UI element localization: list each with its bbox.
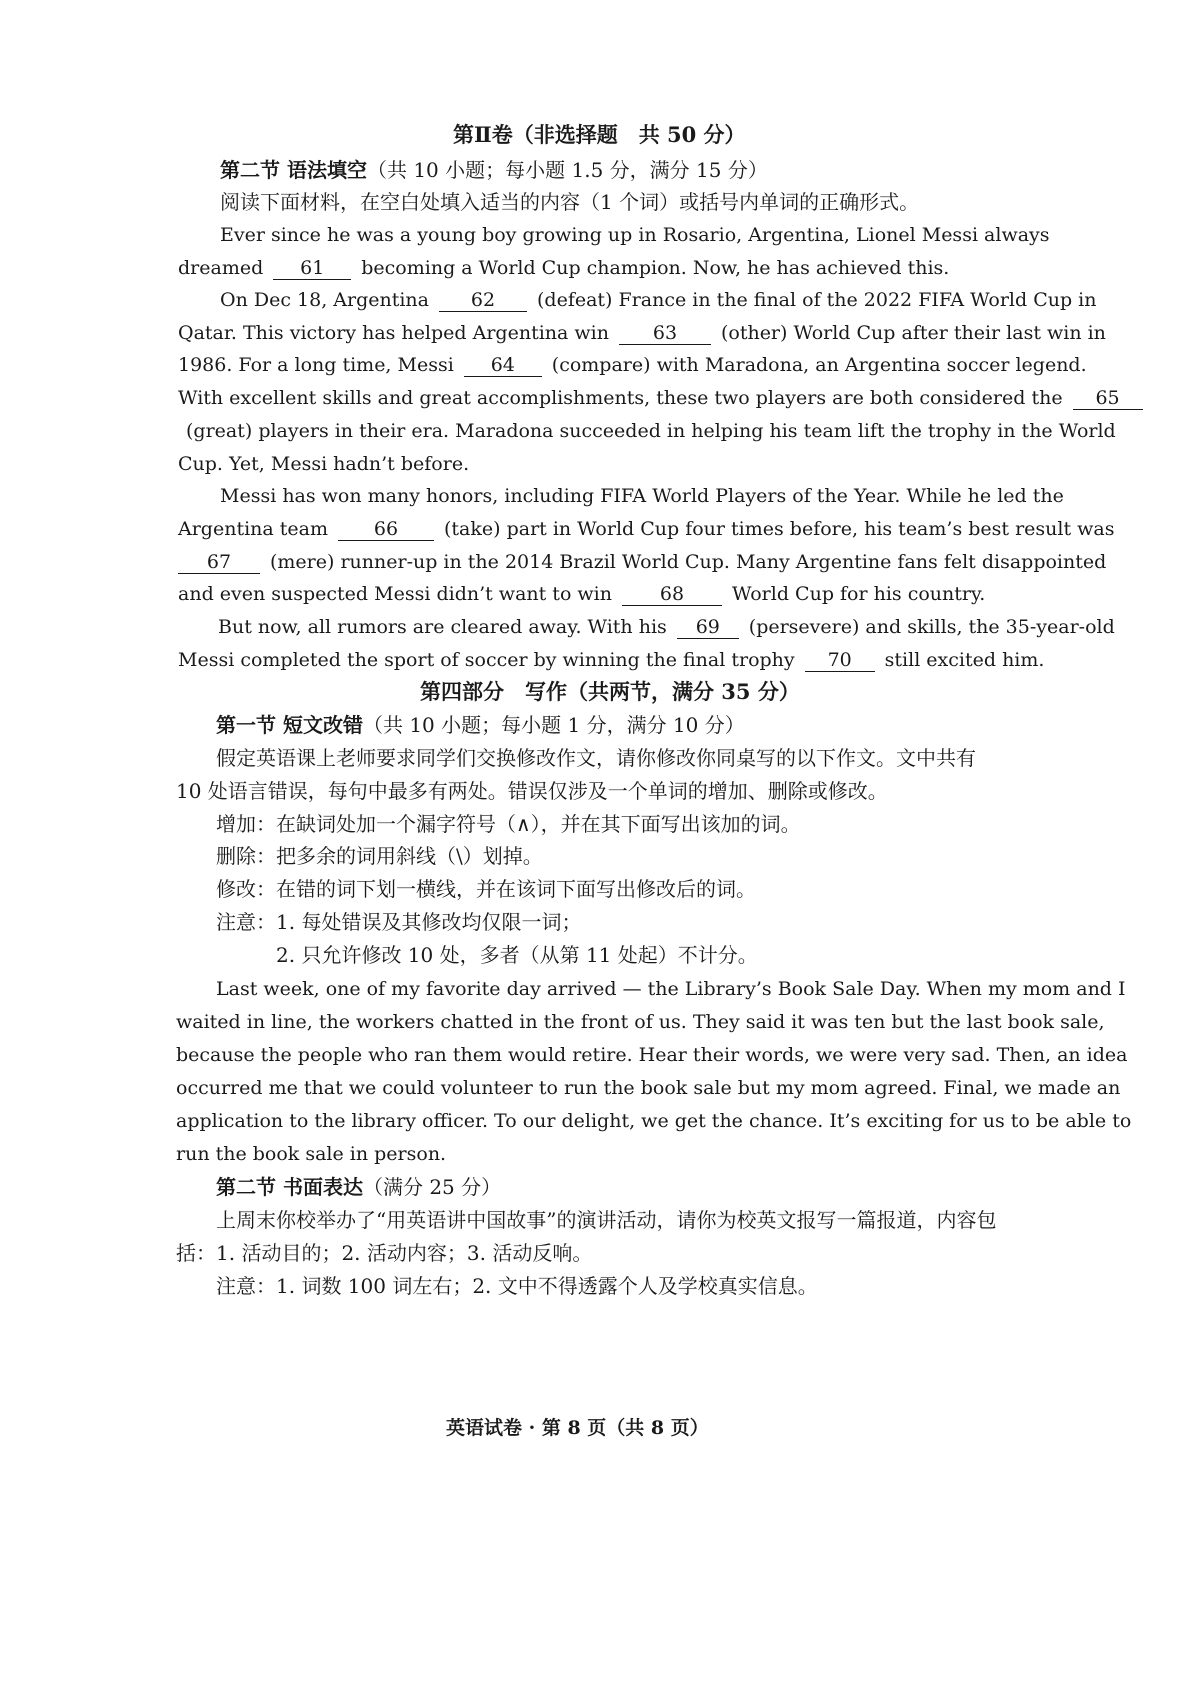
text-segment: 1986. For a long time, Messi bbox=[178, 354, 454, 376]
section-header: 第Ⅱ卷（非选择题 共 50 分） bbox=[453, 122, 746, 147]
grammar-p3-line3 bbox=[168, 549, 1106, 575]
error-correction-note-1: 注意：1. 每处错误及其修改均仅限一词； bbox=[216, 910, 582, 934]
error-correction-delete-rule: 删除：把多余的词用斜线（\）划掉。 bbox=[216, 844, 543, 868]
grammar-p2-line2 bbox=[178, 320, 1106, 346]
blank-70: 70 bbox=[805, 649, 875, 672]
grammar-p1-line2 bbox=[178, 255, 949, 281]
grammar-title-line bbox=[220, 157, 768, 183]
blank-65: 65 bbox=[1073, 387, 1143, 410]
blank-63: 63 bbox=[619, 322, 711, 345]
blank-69: 69 bbox=[677, 616, 739, 639]
text-segment: (defeat) France in the final of the 2022 FIFA World Cup in bbox=[537, 289, 1097, 311]
text-segment: (other) World Cup after their last win in bbox=[720, 322, 1106, 344]
error-correction-intro-1: 假定英语课上老师要求同学们交换修改作文，请你修改你同桌写的以下作文。文中共有 bbox=[216, 746, 976, 770]
grammar-p2-line1 bbox=[220, 287, 1097, 313]
grammar-p4-line1 bbox=[218, 614, 1115, 640]
text-segment: World Cup for his country. bbox=[732, 583, 986, 605]
grammar-p3-line4 bbox=[178, 581, 985, 607]
text-segment: (persevere) and skills, the 35-year-old bbox=[748, 616, 1115, 638]
writing-prompt-2: 括：1. 活动目的；2. 活动内容；3. 活动反响。 bbox=[176, 1241, 593, 1265]
writing-title-line bbox=[216, 1174, 501, 1200]
text-segment: (take) part in World Cup four times before, his team’s best result was bbox=[444, 518, 1115, 540]
blank-66: 66 bbox=[338, 518, 434, 541]
text-segment: Messi completed the sport of soccer by winning the final trophy bbox=[178, 649, 795, 671]
error-correction-note-2: 2. 只允许修改 10 处，多者（从第 11 处起）不计分。 bbox=[276, 943, 758, 967]
essay-line-5: application to the library officer. To our delight, we get the chance. It’s exciting for us to be able to bbox=[176, 1110, 1132, 1132]
text-segment: Argentina team bbox=[178, 518, 328, 540]
grammar-title: 第二节 语法填空 bbox=[220, 158, 367, 182]
text-segment: dreamed bbox=[178, 257, 264, 279]
blank-64: 64 bbox=[464, 354, 542, 377]
essay-line-4: occurred me that we could volunteer to run the book sale but my mom agreed. Final, we made an bbox=[176, 1077, 1121, 1099]
writing-title: 第二节 书面表达 bbox=[216, 1175, 363, 1199]
grammar-p2-line3 bbox=[178, 352, 1087, 378]
grammar-p3-line1: Messi has won many honors, including FIFA World Players of the Year. While he led the bbox=[220, 485, 1064, 507]
writing-note: 注意：1. 词数 100 词左右；2. 文中不得透露个人及学校真实信息。 bbox=[216, 1274, 818, 1298]
essay-line-1: Last week, one of my favorite day arrived — the Library’s Book Sale Day. When my mom and I bbox=[216, 978, 1126, 1000]
text-segment: (mere) runner-up in the 2014 Brazil World Cup. Many Argentine fans felt disappointed bbox=[270, 551, 1107, 573]
text-segment: (compare) with Maradona, an Argentina soccer legend. bbox=[551, 354, 1087, 376]
essay-line-2: waited in line, the workers chatted in the front of us. They said it was ten but the last book sale, bbox=[176, 1011, 1105, 1033]
text-segment: and even suspected Messi didn’t want to win bbox=[178, 583, 612, 605]
grammar-p3-line2 bbox=[178, 516, 1114, 542]
error-correction-title-line bbox=[216, 712, 745, 738]
page-footer: 英语试卷 · 第 8 页（共 8 页） bbox=[446, 1417, 709, 1439]
grammar-title-note: （共 10 小题；每小题 1.5 分，满分 15 分） bbox=[366, 158, 768, 182]
essay-line-3: because the people who ran them would retire. Hear their words, we were very sad. Then, an idea bbox=[176, 1044, 1128, 1066]
grammar-p2-line6: Cup. Yet, Messi hadn’t before. bbox=[178, 453, 470, 475]
grammar-p1-line1: Ever since he was a young boy growing up in Rosario, Argentina, Lionel Messi always bbox=[220, 224, 1050, 246]
text-segment: With excellent skills and great accomplishments, these two players are both considered the bbox=[178, 387, 1063, 409]
blank-68: 68 bbox=[622, 583, 722, 606]
blank-61: 61 bbox=[273, 257, 351, 280]
error-correction-intro-2: 10 处语言错误，每句中最多有两处。错误仅涉及一个单词的增加、删除或修改。 bbox=[176, 779, 888, 803]
error-correction-title-note: （共 10 小题；每小题 1 分，满分 10 分） bbox=[362, 713, 745, 737]
grammar-p4-line2 bbox=[178, 647, 1044, 673]
error-correction-modify-rule: 修改：在错的词下划一横线，并在该词下面写出修改后的词。 bbox=[216, 877, 756, 901]
text-segment: On Dec 18, Argentina bbox=[220, 289, 429, 311]
text-segment: But now, all rumors are cleared away. With his bbox=[218, 616, 667, 638]
grammar-instruction: 阅读下面材料，在空白处填入适当的内容（1 个词）或括号内单词的正确形式。 bbox=[220, 190, 920, 214]
grammar-p2-line5: (great) players in their era. Maradona succeeded in helping his team lift the trophy in the World bbox=[186, 420, 1116, 442]
text-segment: still excited him. bbox=[884, 649, 1045, 671]
blank-62: 62 bbox=[439, 289, 527, 312]
error-correction-add-rule: 增加：在缺词处加一个漏字符号（∧），并在其下面写出该加的词。 bbox=[216, 812, 801, 836]
grammar-p2-line4 bbox=[178, 385, 1153, 411]
error-correction-title: 第一节 短文改错 bbox=[216, 713, 363, 737]
blank-67: 67 bbox=[178, 551, 260, 574]
part4-header: 第四部分 写作（共两节，满分 35 分） bbox=[420, 679, 800, 704]
writing-prompt-1: 上周末你校举办了“用英语讲中国故事”的演讲活动，请你为校英文报写一篇报道，内容包 bbox=[216, 1208, 997, 1232]
text-segment: becoming a World Cup champion. Now, he has achieved this. bbox=[361, 257, 950, 279]
essay-line-6: run the book sale in person. bbox=[176, 1143, 447, 1165]
writing-title-note: （满分 25 分） bbox=[362, 1175, 502, 1199]
text-segment: Qatar. This victory has helped Argentina win bbox=[178, 322, 609, 344]
